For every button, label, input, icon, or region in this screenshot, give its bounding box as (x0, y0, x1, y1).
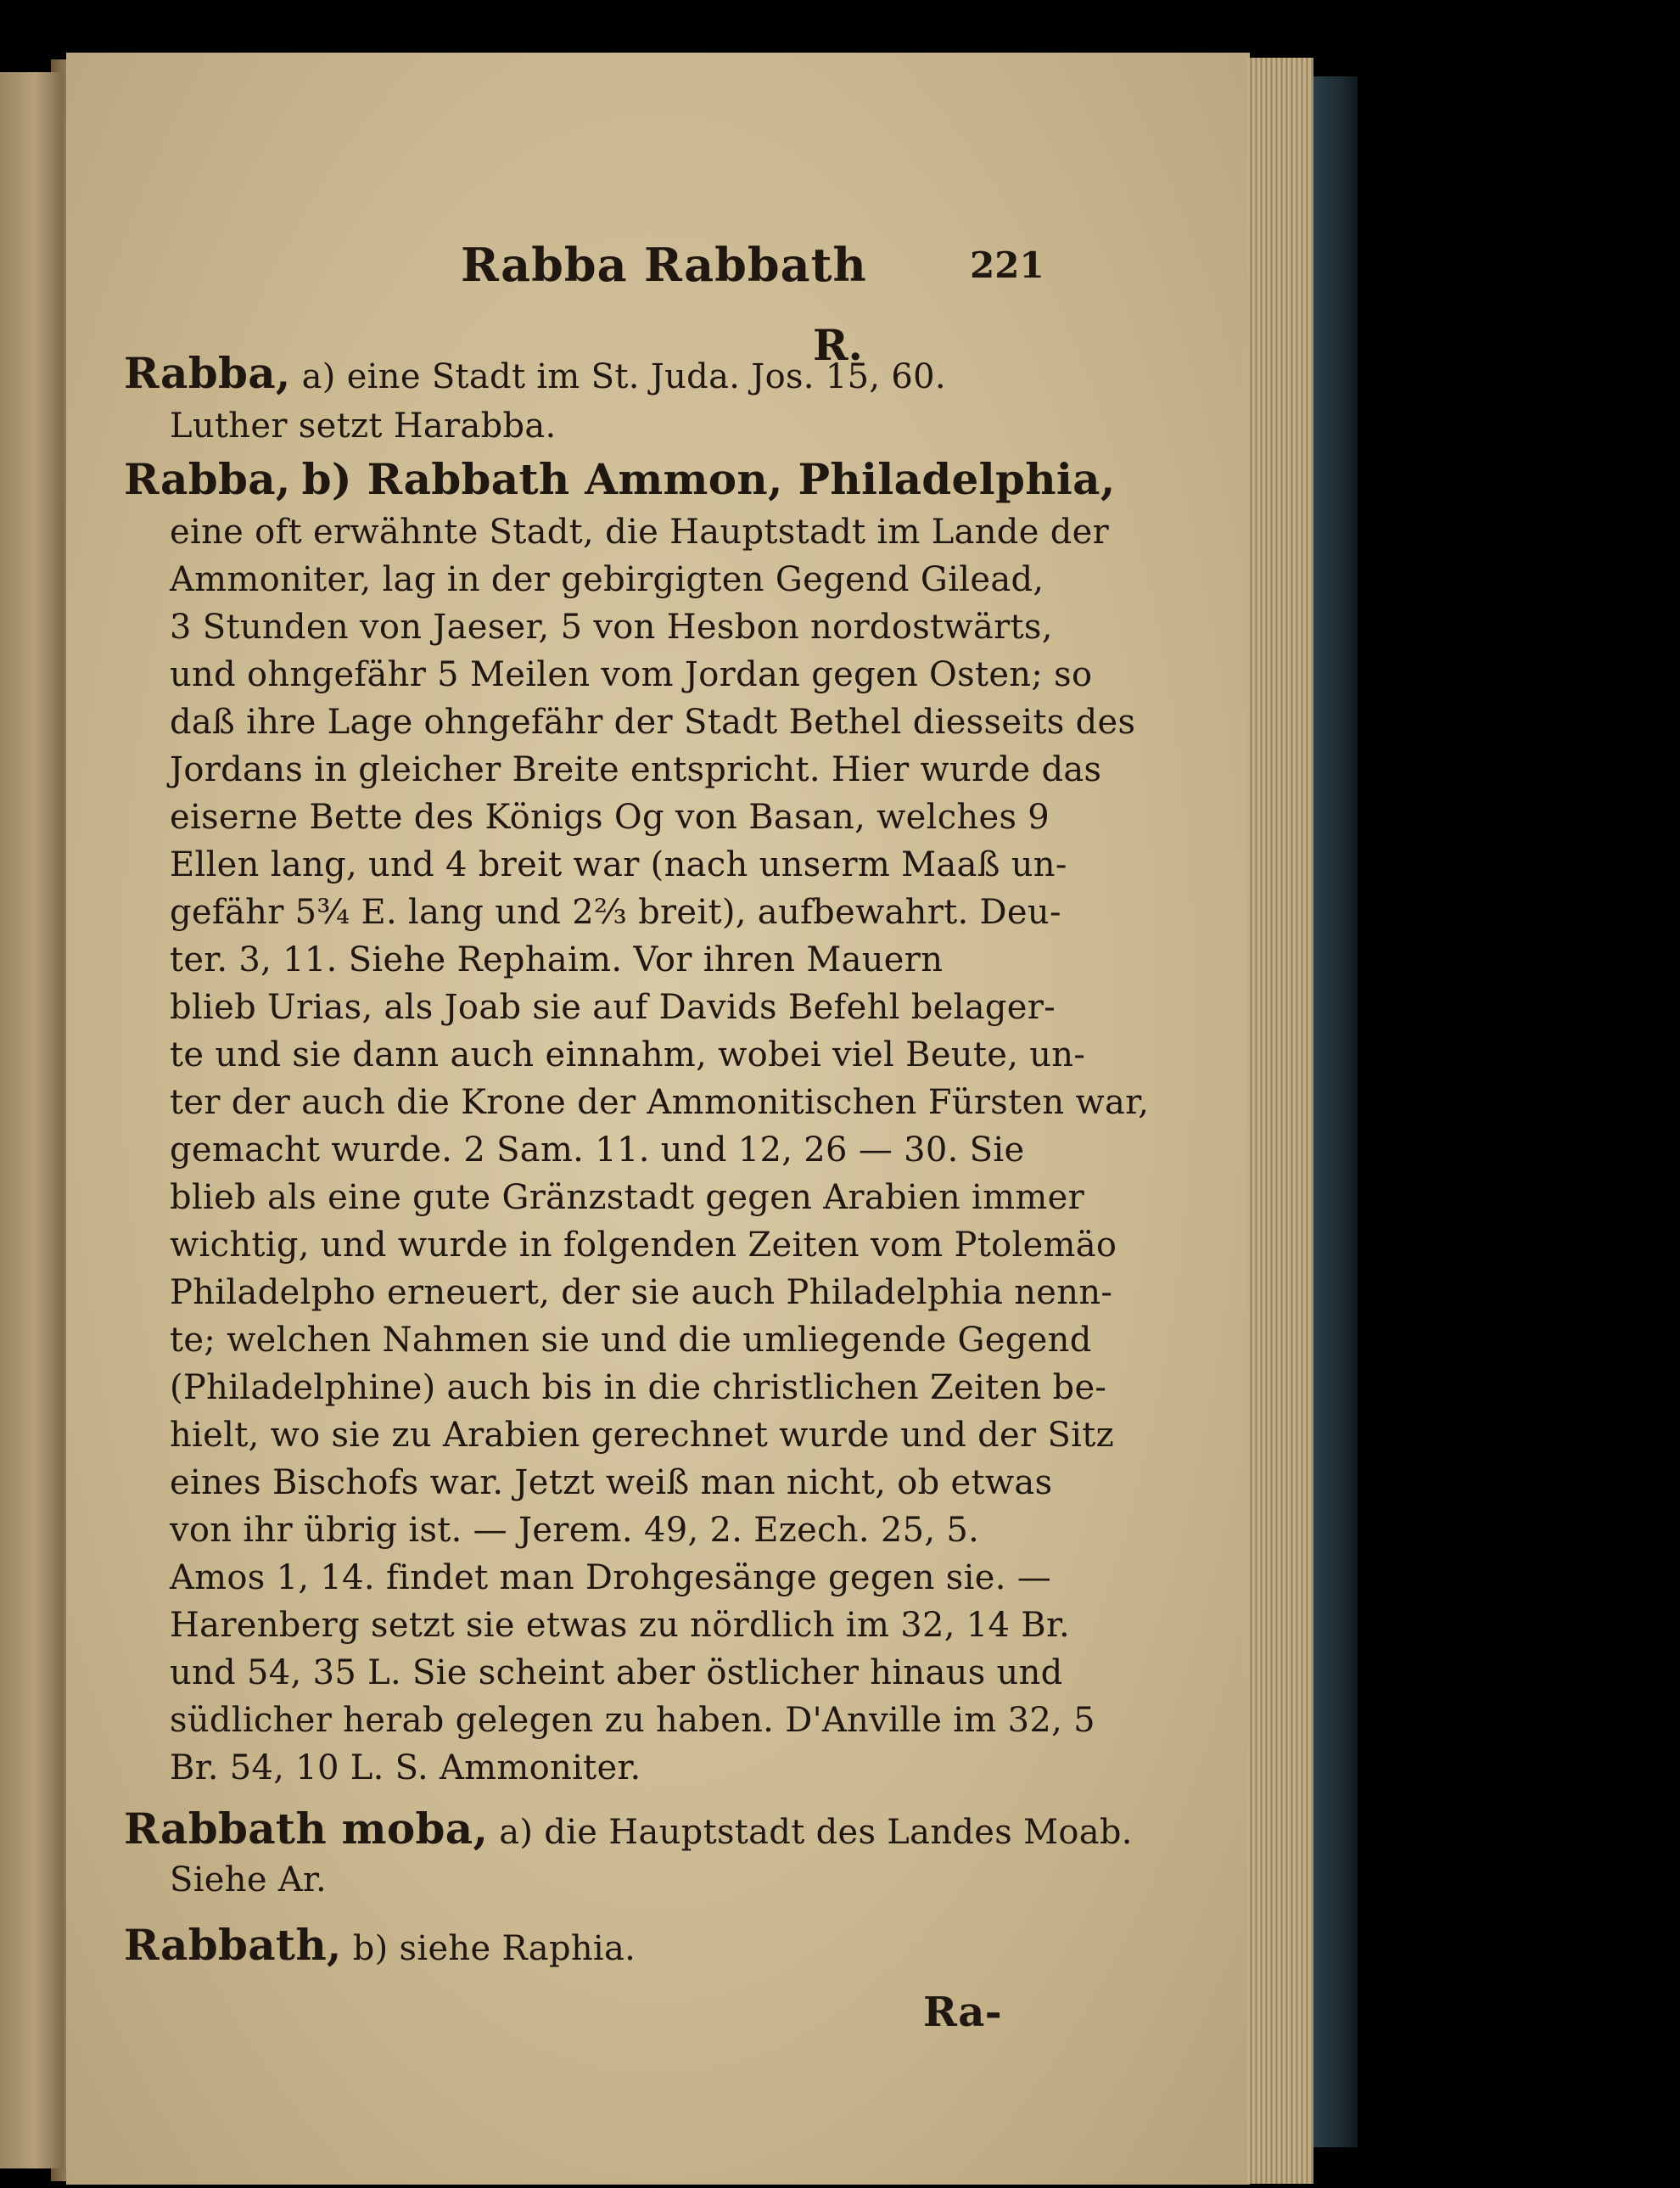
entry-line: Ammoniter, lag in der gebirgigten Gegend Gilead, (170, 560, 1044, 599)
entry-line (124, 1804, 1133, 1854)
entry-lemma: Rabbath moba, (124, 1804, 489, 1854)
book-cover (1313, 76, 1358, 2147)
entry-line (124, 1920, 636, 1970)
entry-line: Luther setzt Harabba. (170, 407, 557, 446)
entry-line: südlicher herab gelegen zu haben. D'Anville im 32, 5 (170, 1701, 1095, 1740)
entry-line: von ihr übrig ist. — Jerem. 49, 2. Ezech. 25, 5. (170, 1511, 980, 1550)
entry-line: gemacht wurde. 2 Sam. 11. und 12, 26 — 30. Sie (170, 1130, 1025, 1170)
entry-line: blieb als eine gute Gränzstadt gegen Arabien immer (170, 1178, 1084, 1217)
entry-text-line: b) Rabbath Ammon, Philadelphia, (301, 454, 1116, 504)
entry-line: Jordans in gleicher Breite entspricht. Hier wurde das (170, 750, 1102, 789)
entry-line: hielt, wo sie zu Arabien gerechnet wurde und der Sitz (170, 1416, 1114, 1455)
entry-line: wichtig, und wurde in folgenden Zeiten vom Ptolemäo (170, 1226, 1117, 1265)
running-head-right: Rabbath (644, 238, 867, 292)
entry-line: eines Bischofs war. Jetzt weiß man nicht, ob etwas (170, 1463, 1053, 1502)
entry-lemma: Rabbath, (124, 1920, 342, 1970)
entry-line: und ohngefähr 5 Meilen vom Jordan gegen Osten; so (170, 655, 1093, 694)
entry-line: Br. 54, 10 L. S. Ammoniter. (170, 1748, 641, 1787)
running-head-left: Rabba (461, 238, 628, 292)
entry-line: blieb Urias, als Joab sie auf Davids Befehl belager- (170, 988, 1056, 1027)
section-letter: R. (813, 320, 863, 370)
page-number: 221 (970, 244, 1044, 286)
left-page-edge (0, 72, 64, 2168)
page-edges (1247, 58, 1313, 2184)
entry-line (124, 348, 946, 398)
entry-line: ter der auch die Krone der Ammonitischen Fürsten war, (170, 1083, 1150, 1122)
book-page (66, 53, 1250, 2185)
entry-line: Siehe Ar. (170, 1860, 328, 1899)
entry-line: Ellen lang, und 4 breit war (nach unserm Maaß un- (170, 845, 1067, 884)
entry-line: Harenberg setzt sie etwas zu nördlich im 32, 14 Br. (170, 1606, 1071, 1645)
entry-line: 3 Stunden von Jaeser, 5 von Hesbon nordostwärts, (170, 608, 1053, 647)
entry-line: ter. 3, 11. Siehe Rephaim. Vor ihren Mauern (170, 940, 944, 979)
entry-lemma: Rabba, (124, 348, 291, 398)
entry-lemma: Rabba, (124, 454, 291, 504)
entry-line: daß ihre Lage ohngefähr der Stadt Bethel diesseits des (170, 703, 1136, 742)
entry-text-line: a) eine Stadt im St. Juda. Jos. 15, 60. (301, 357, 946, 396)
running-head (461, 238, 1097, 292)
catchword: Ra- (923, 1989, 1002, 2036)
entry-line: gefähr 5¾ E. lang und 2⅔ breit), aufbewahrt. Deu- (170, 893, 1061, 932)
entry-line: Philadelpho erneuert, der sie auch Philadelphia nenn- (170, 1273, 1113, 1312)
entry-text-line: b) siehe Raphia. (352, 1929, 636, 1968)
entry-line: te; welchen Nahmen sie und die umliegende Gegend (170, 1321, 1092, 1360)
entry-line (124, 454, 1116, 504)
entry-line: eine oft erwähnte Stadt, die Hauptstadt im Lande der (170, 513, 1109, 552)
entry-line: eiserne Bette des Königs Og von Basan, welches 9 (170, 798, 1050, 837)
entry-line: te und sie dann auch einnahm, wobei viel Beute, un- (170, 1035, 1086, 1074)
entry-line: Amos 1, 14. findet man Drohgesänge gegen sie. — (170, 1558, 1052, 1597)
entry-line: und 54, 35 L. Sie scheint aber östlicher hinaus und (170, 1653, 1063, 1692)
entry-text-line: a) die Hauptstadt des Landes Moab. (499, 1813, 1133, 1852)
entry-line: (Philadelphine) auch bis in die christlichen Zeiten be- (170, 1368, 1107, 1407)
